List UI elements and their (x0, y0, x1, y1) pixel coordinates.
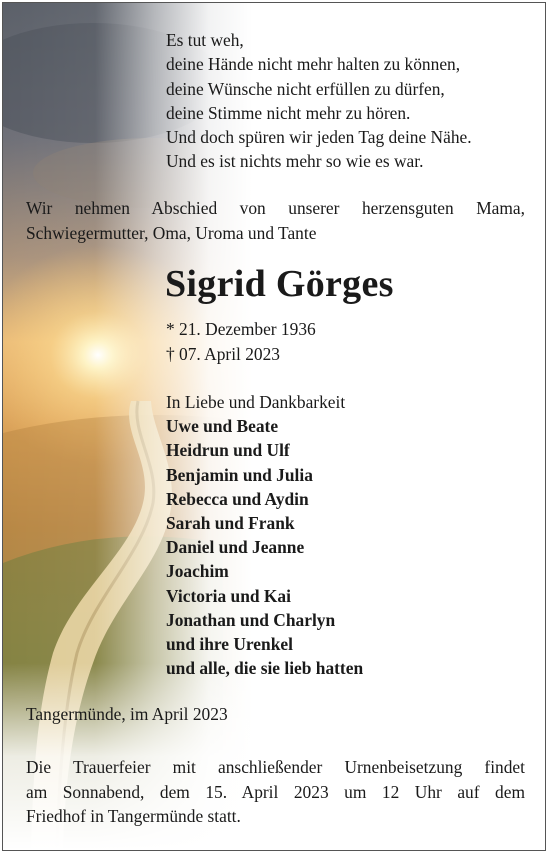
poem-line: deine Wünsche nicht erfüllen zu dürfen, (166, 78, 445, 99)
funeral-line: Friedhof in Tangermünde statt. (26, 806, 241, 826)
poem-line: Und doch spüren wir jeden Tag deine Nähe. (166, 127, 472, 148)
poem-line: deine Stimme nicht mehr zu hören. (166, 102, 411, 123)
place-date: Tangermünde, im April 2023 (26, 704, 228, 724)
poem (166, 28, 472, 174)
poem-line: Und es ist nichts mehr so wie es war. (166, 151, 424, 172)
mourner: Victoria und Kai (166, 585, 291, 606)
mourner: Rebecca und Aydin (166, 488, 309, 509)
life-dates (166, 317, 316, 366)
mourners-list (166, 390, 363, 680)
intro-text: Wir nehmen Abschied von unserer herzensguten Mama, Schwiegermutter, Oma, Uroma und Tante (26, 198, 525, 243)
mourner: Benjamin und Julia (166, 464, 313, 485)
mourner: Uwe und Beate (166, 416, 279, 437)
funeral-info (26, 755, 525, 829)
funeral-line: am Sonnabend, dem 15. April 2023 um 12 Uhr auf dem (26, 781, 525, 802)
poem-line: deine Hände nicht mehr halten zu können, (166, 54, 461, 75)
mourner: Daniel und Jeanne (166, 537, 305, 558)
mourner: Sarah und Frank (166, 513, 295, 534)
birth-date: * 21. Dezember 1936 (166, 319, 316, 339)
mourner: Jonathan und Charlyn (166, 609, 336, 630)
mourner: Joachim (166, 561, 229, 582)
funeral-line: Die Trauerfeier mit anschließender Urnenbeisetzung findet (26, 757, 525, 777)
mourner: Heidrun und Ulf (166, 440, 290, 461)
poem-line: Es tut weh, (166, 30, 244, 50)
death-date: † 07. April 2023 (166, 343, 281, 364)
mourner: und ihre Urenkel (166, 634, 293, 655)
closing-phrase: In Liebe und Dankbarkeit (166, 392, 346, 412)
deceased-name: Sigrid Görges (165, 263, 394, 305)
mourner: und alle, die sie lieb hatten (166, 658, 364, 679)
